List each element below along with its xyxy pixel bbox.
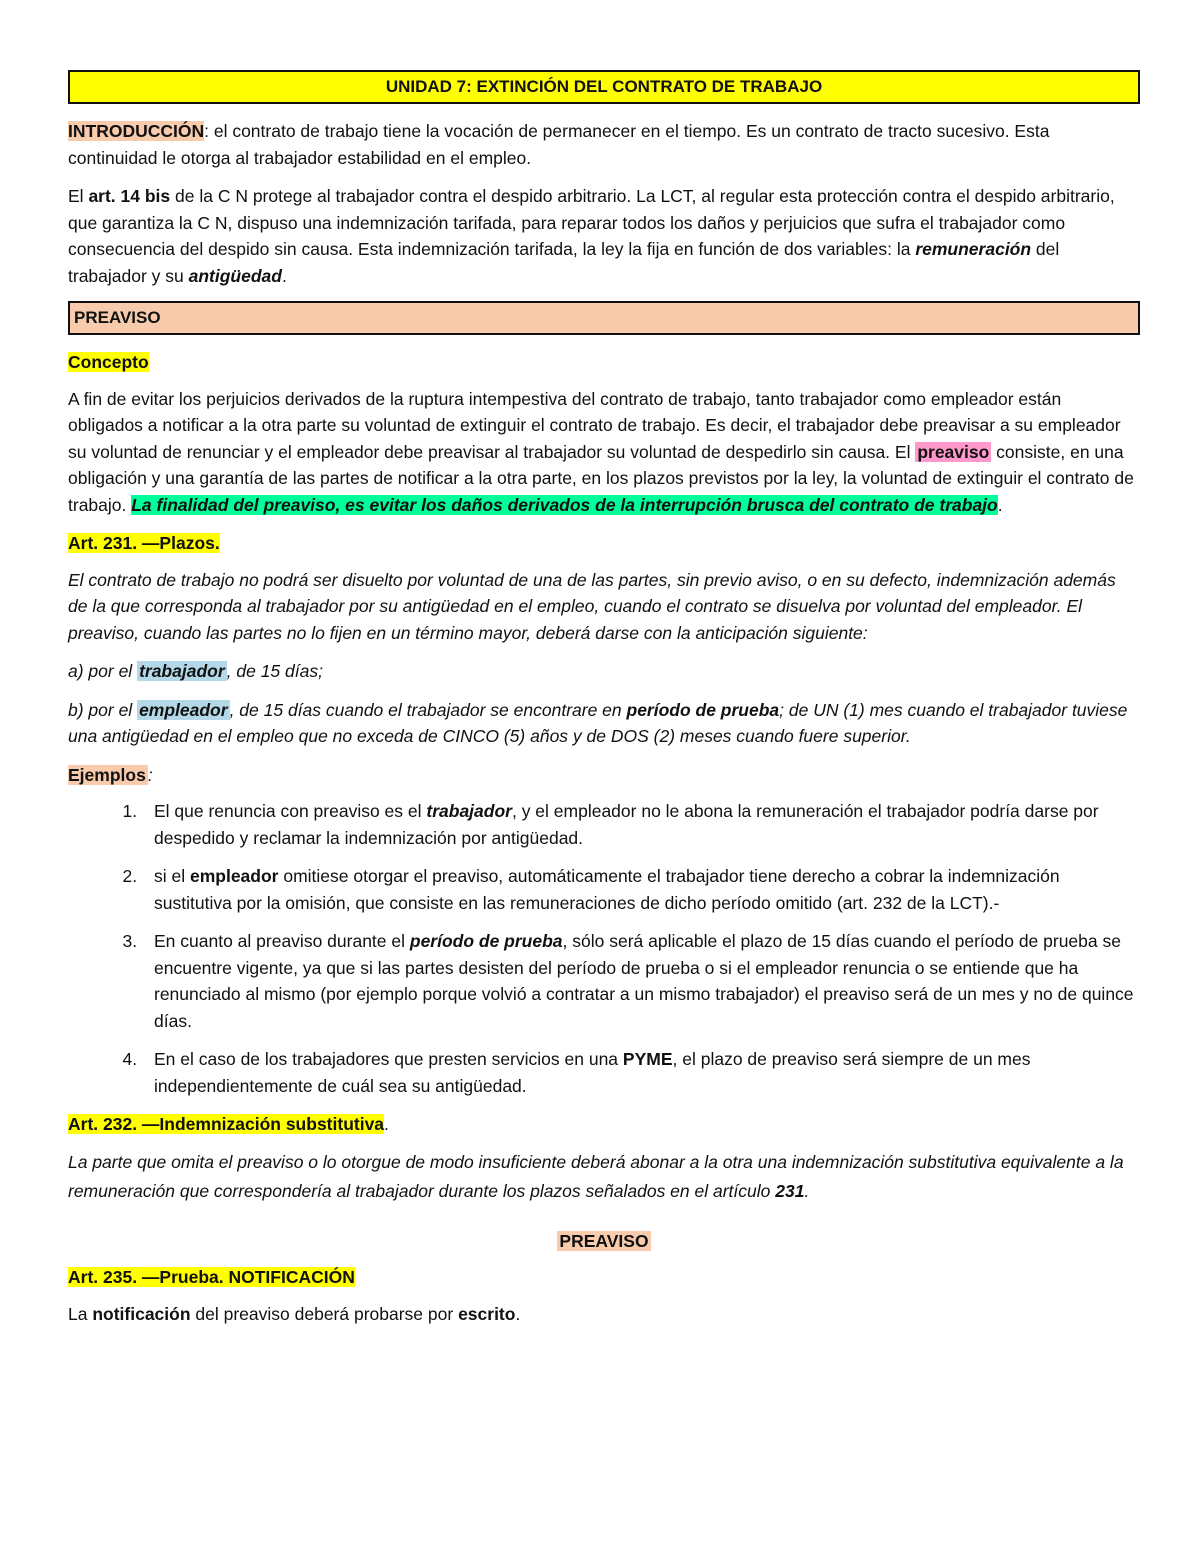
intro-label: INTRODUCCIÓN <box>68 121 205 141</box>
list-item: 3. En cuanto al preaviso durante el período de prueba, sólo será aplicable el plazo de 15 días cuando el período de prueba se encuentre vigente, ya que si las partes desisten del período de prueba o si el empleador renuncia o se entiende que ha renunciado al mismo (por ejemplo porque volvió a contratar a un mismo trabajador) el preaviso será de un mes y no de quince días. <box>142 928 1140 1034</box>
document-page <box>68 70 1140 1339</box>
art232-body: La parte que omita el preaviso o lo otorgue de modo insuficiente deberá abonar a la otra una indemnización substitutiva equivalente a la remuneración que correspondería al trabajador durante los plazos señalados en el artículo 231. <box>68 1151 1124 1201</box>
art231-item-a: a) por el trabajador , de 15 días; <box>68 661 323 681</box>
art231-heading: Art. 231. —Plazos. <box>68 533 220 553</box>
art235-body: La notificación del preaviso deberá probarse por escrito. <box>68 1303 521 1324</box>
list-item: 4. En el caso de los trabajadores que presten servicios en una PYME, el plazo de preaviso será siempre de un mes independientemente de cuál sea su antigüedad. <box>142 1046 1140 1099</box>
section-preaviso-2: PREAVISO <box>559 1230 649 1251</box>
preaviso-highlight: preaviso <box>917 441 990 462</box>
concepto-paragraph: A fin de evitar los perjuicios derivados de la ruptura intempestiva del contrato de trabajo, tanto trabajador como empleador están obligados a notificar a la otra parte su voluntad de extinguir el contrato de trabajo. Es decir, el trabajador debe preavisar a su empleador su voluntad de renunciar y el empleador debe preavisar al trabajador su voluntad de despedirlo sin causa. El preaviso consiste, en una obligación y una garantía de las partes de notificar a la otra parte, en los plazos previstos por la ley, la voluntad de extinguir el contrato de trabajo. La finalidad del preaviso, es evitar los daños derivados de la interrupción brusca del contrato de trabajo. <box>68 388 1134 515</box>
ejemplos-heading: Ejemplos : <box>68 764 153 785</box>
unit-title: UNIDAD 7: EXTINCIÓN DEL CONTRATO DE TRABAJO <box>68 70 1140 104</box>
concepto-heading: Concepto <box>68 352 149 372</box>
art231-body: El contrato de trabajo no podrá ser disuelto por voluntad de una de las partes, sin previo aviso, o en su defecto, indemnización además de la que corresponda al trabajador por su antigüedad en el empleo, cuando el contrato se disuelva por voluntad del empleador. El preaviso, cuando las partes no lo fijen en un término mayor, deberá darse con la anticipación siguiente: <box>68 569 1116 643</box>
constitution-paragraph: El art. 14 bis de la C N protege al trabajador contra el despido arbitrario. La LCT, al regular esta protección contra el despido arbitrario, que garantiza la C N, dispuso una indemnización tarifada, para reparar todos los daños y perjuicios que sufra el trabajador como consecuencia del despido sin causa. Esta indemnización tarifada, la ley la fija en función de dos variables: la remuneración del trabajador y su antigüedad. <box>68 186 1115 286</box>
list-item: 1. El que renuncia con preaviso es el trabajador, y el empleador no le abona la remuneración el trabajador podría darse por despedido y reclamar la indemnización por antigüedad. <box>142 798 1140 851</box>
section-preaviso: PREAVISO <box>68 301 1140 335</box>
intro-paragraph: INTRODUCCIÓN: el contrato de trabajo tiene la vocación de permanecer en el tiempo. Es un contrato de tracto sucesivo. Esta continuidad le otorga al trabajador estabilidad en el empleo. <box>68 121 1050 168</box>
art231-item-b: b) por el empleador , de 15 días cuando el trabajador se encontrare en período de prueba; de UN (1) mes cuando el trabajador tuviese una antigüedad en el empleo que no exceda de CINCO (5) años y de DOS (2) meses cuando fuere superior. <box>68 699 1128 746</box>
art232-heading: Art. 232. —Indemnización substitutiva. <box>68 1114 389 1134</box>
finalidad-highlight: La finalidad del preaviso, es evitar los daños derivados de la interrupción brusca del contrato de trabajo <box>131 494 998 515</box>
art235-heading: Art. 235. —Prueba. NOTIFICACIÓN <box>68 1267 355 1287</box>
ejemplos-list <box>68 798 1140 1099</box>
list-item: 2. si el empleador omitiese otorgar el preaviso, automáticamente el trabajador tiene derecho a cobrar la indemnización sustitutiva por la omisión, que consiste en las remuneraciones de dicho período omitido (art. 232 de la LCT).- <box>142 863 1140 916</box>
